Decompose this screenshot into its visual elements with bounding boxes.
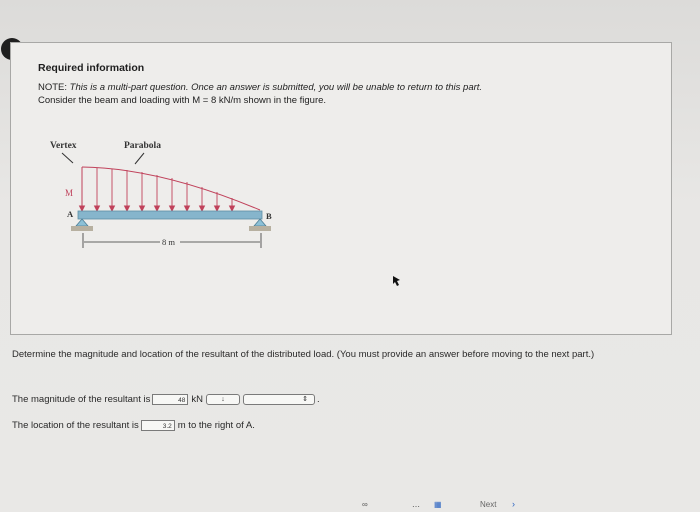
- load-arrows: [80, 168, 235, 211]
- vertex-label: Vertex: [50, 141, 77, 151]
- m-label: M: [65, 188, 74, 198]
- magnitude-input[interactable]: 48: [152, 394, 188, 405]
- period: .: [316, 394, 320, 405]
- a-label: A: [67, 209, 74, 219]
- magnitude-prefix: The magnitude of the resultant is: [12, 394, 151, 405]
- load-curve: [82, 167, 260, 210]
- question-text: Determine the magnitude and location of the resultant of the distributed load. (You must provide an answer before moving to the next part.): [12, 349, 595, 360]
- beam: [78, 211, 262, 219]
- beam-figure: [40, 130, 290, 260]
- location-row: [12, 420, 255, 431]
- consider-text: Consider the beam and loading with M = 8 kN/m shown in the figure.: [38, 95, 327, 106]
- location-suffix: m to the right of A.: [177, 420, 255, 431]
- b-label: B: [266, 211, 272, 221]
- unit-dropdown[interactable]: ↓: [206, 394, 240, 405]
- span-label: 8 m: [162, 237, 175, 247]
- grid-icon[interactable]: ▦: [434, 500, 442, 509]
- next-button[interactable]: Next: [480, 500, 497, 509]
- note-text: [38, 81, 638, 107]
- magnitude-row: [12, 394, 320, 405]
- required-info-title: Required information: [38, 62, 145, 74]
- answer-dropdown[interactable]: [243, 394, 315, 405]
- note-prefix: NOTE:: [38, 82, 68, 93]
- magnitude-unit: kN: [191, 394, 203, 405]
- link-icon[interactable]: ∞: [362, 500, 368, 509]
- dropdown-arrows-icon: ⇕: [302, 396, 308, 403]
- chevron-right-icon[interactable]: ›: [512, 499, 515, 509]
- mouse-cursor-icon: [391, 275, 401, 287]
- page-dots-icon[interactable]: ⋯: [412, 502, 420, 511]
- note-italic: This is a multi-part question. Once an answer is submitted, you will be unable to return to this part.: [69, 82, 483, 93]
- bottom-navigation: [0, 490, 700, 512]
- location-input[interactable]: 3.2: [141, 420, 175, 431]
- parabola-label: Parabola: [124, 141, 161, 151]
- location-prefix: The location of the resultant is: [12, 420, 139, 431]
- support-a: [71, 219, 93, 231]
